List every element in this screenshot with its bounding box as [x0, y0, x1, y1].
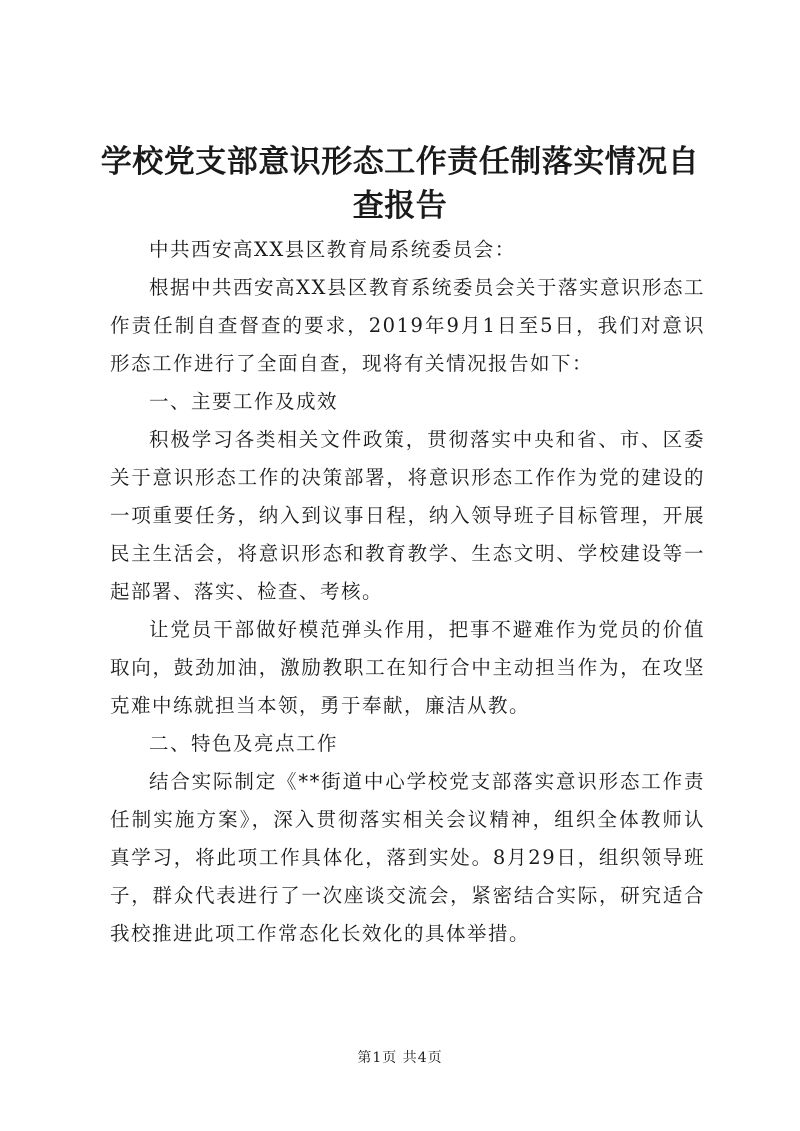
salutation: 中共西安高XX县区教育局系统委员会：: [149, 238, 516, 261]
document-body: [110, 231, 705, 953]
intro-paragraph: 根据中共西安高XX县区教育系统委员会关于落实意识形态工作责任制自查督查的要求，2019年9月1日至5日，我们对意识形态工作进行了全面自查，现将有关情况报告如下：: [110, 276, 705, 375]
paragraph-highlights: 结合实际制定《**街道中心学校党支部落实意识形态工作责任制实施方案》，深入贯彻落实相关会议精神，组织全体教师认真学习，将此项工作具体化，落到实处。8月29日，组织领导班子，群众代表进行了一次座谈交流会，紧密结合实际，研究适合我校推进此项工作常态化长效化的具体举措。: [110, 770, 705, 945]
paragraph-work-results: 积极学习各类相关文件政策，贯彻落实中央和省、市、区委关于意识形态工作的决策部署，将意识形态工作作为党的建设的一项重要任务，纳入到议事日程，纳入领导班子目标管理，开展民主生活会，将意识形态和教育教学、生态文明、学校建设等一起部署、落实、检查、考核。: [110, 428, 705, 603]
page-number: 第1页 共4页: [357, 1050, 443, 1066]
section-heading-1: 一、主要工作及成效: [149, 390, 339, 413]
section-heading-2: 二、特色及亮点工作: [149, 732, 339, 755]
document-title: 学校党支部意识形态工作责任制落实情况自查报告: [100, 144, 700, 224]
paragraph-party-members: 让党员干部做好模范弹头作用，把事不避难作为党员的价值取向，鼓劲加油，激励教职工在知行合中主动担当作为，在攻坚克难中练就担当本领，勇于奉献，廉洁从教。: [110, 618, 705, 717]
